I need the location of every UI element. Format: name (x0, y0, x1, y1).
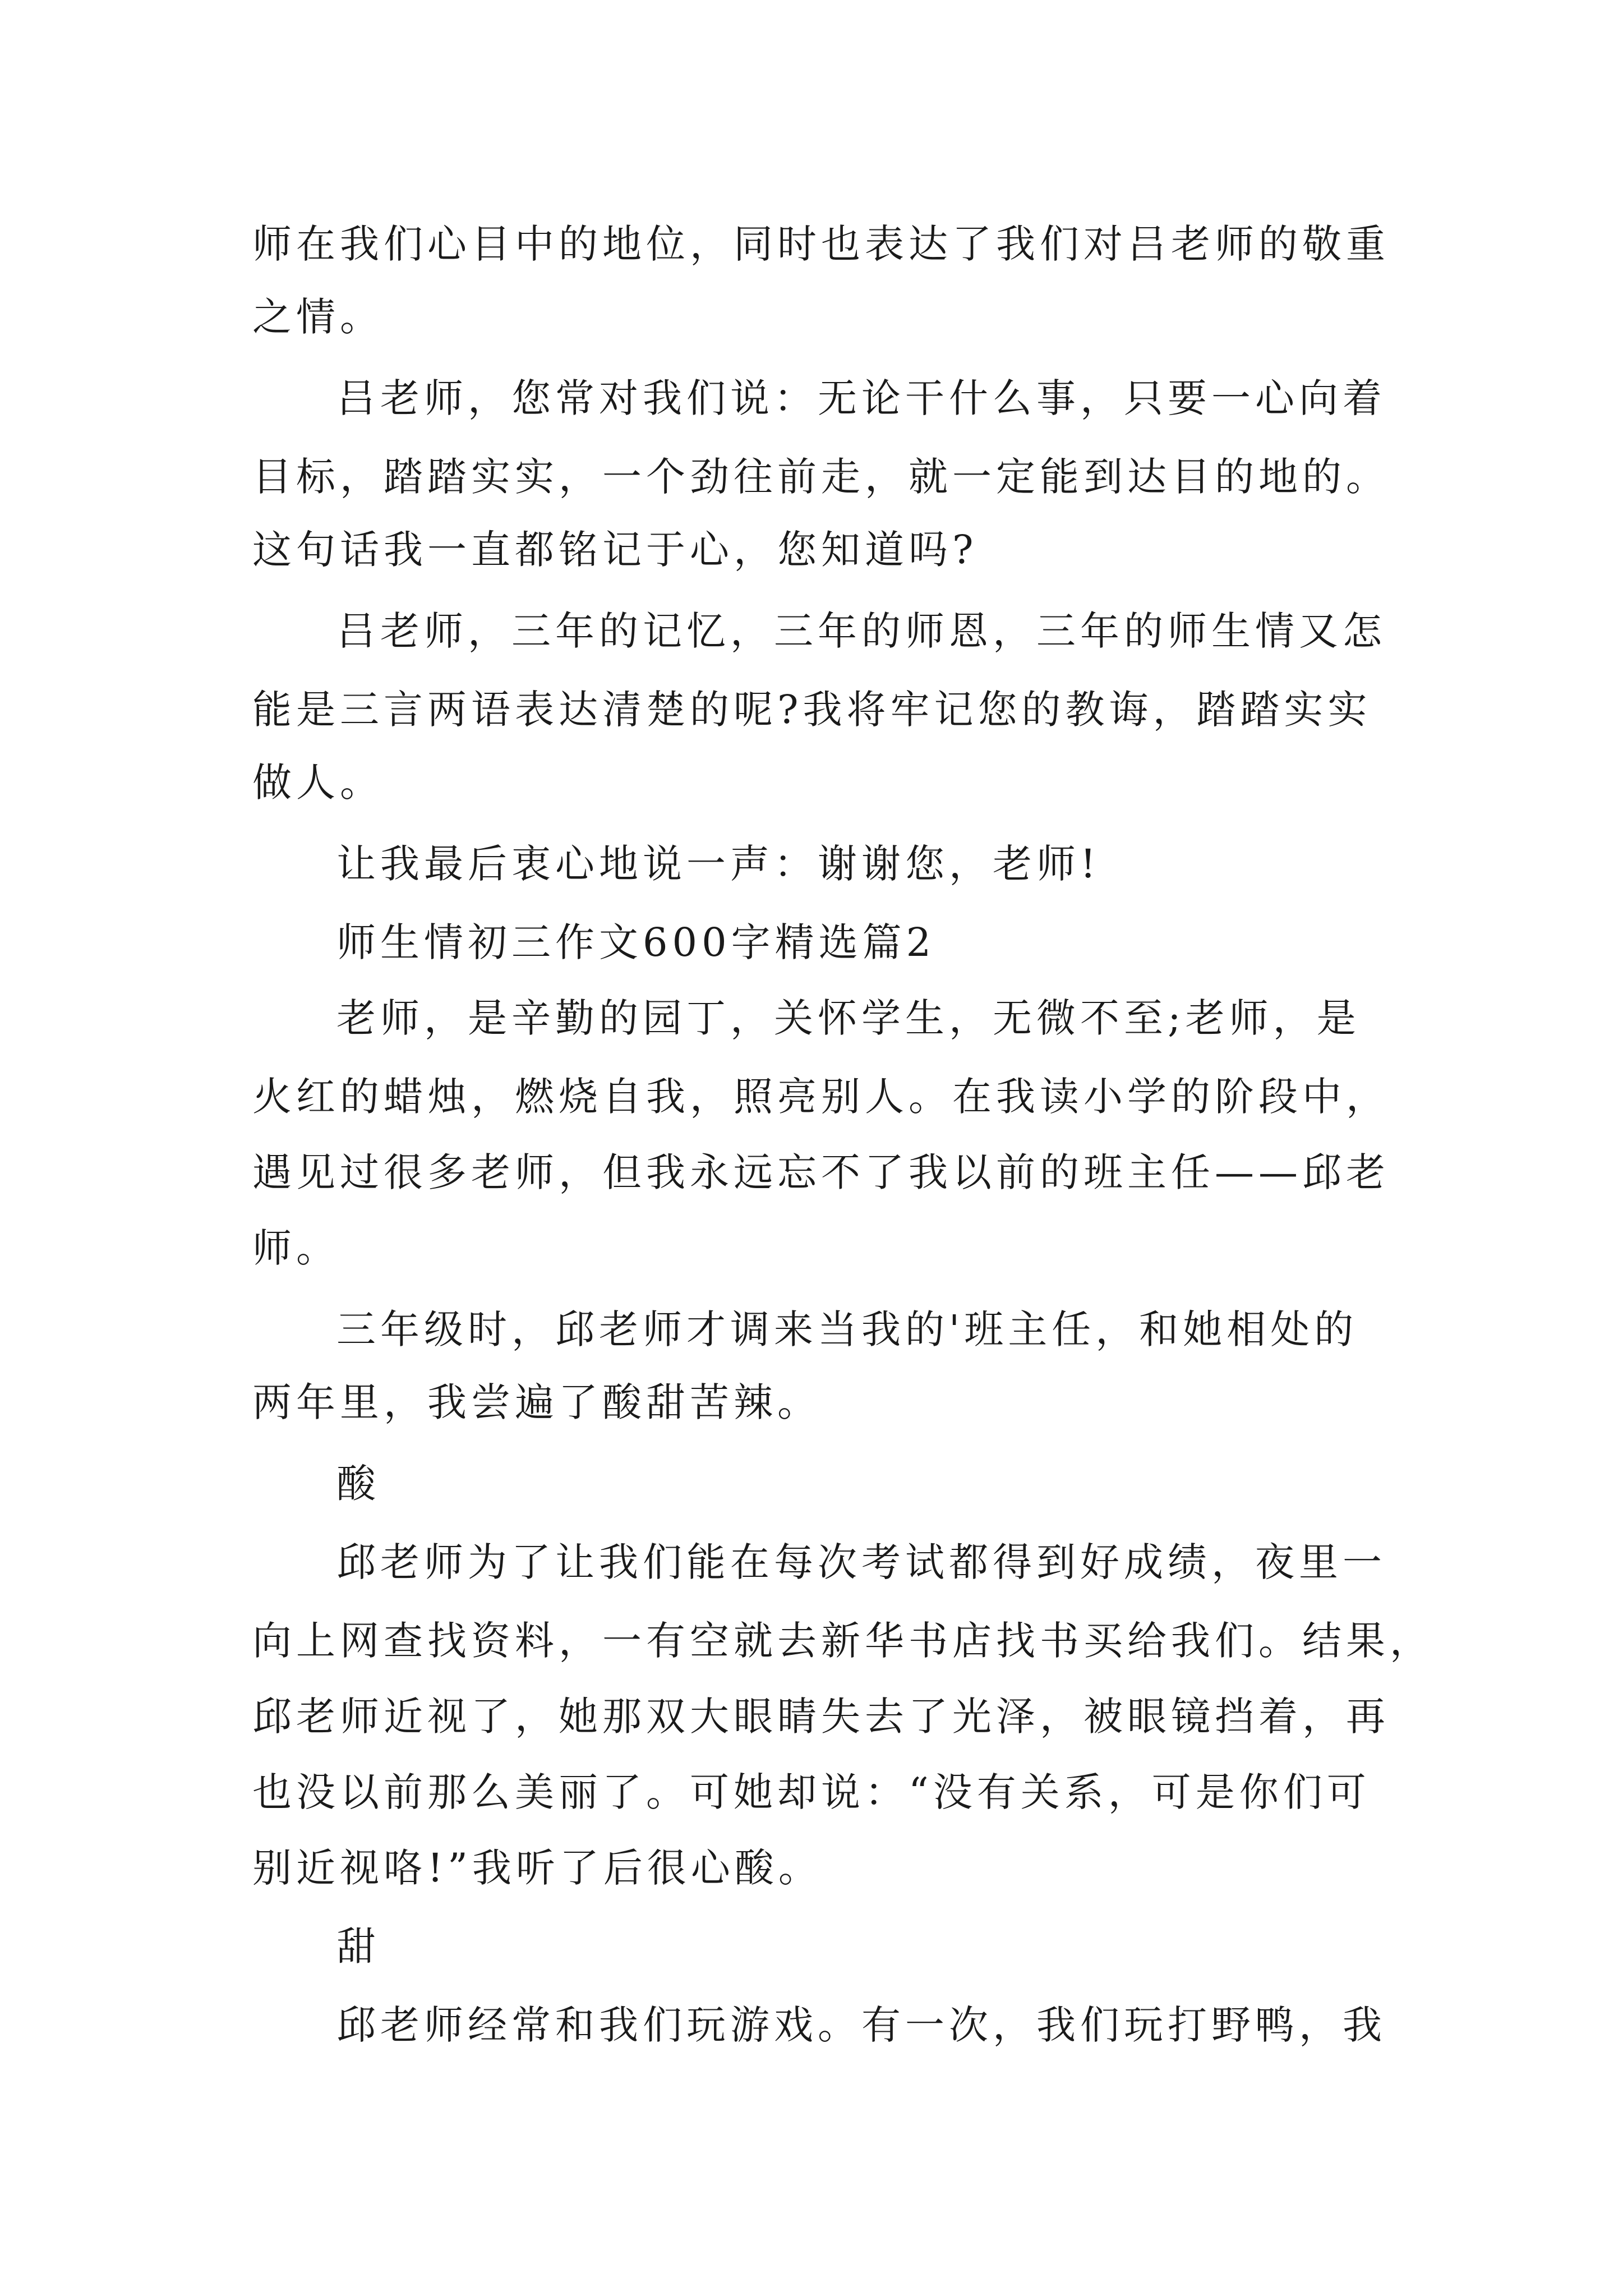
text-line: 做人。 (252, 760, 384, 806)
text-line: 之情。 (252, 294, 384, 340)
text-line: 遇见过很多老师，但我永远忘不了我以前的班主任——邱老 (252, 1149, 1390, 1195)
text-line: 向上网查找资料，一有空就去新华书店找书买给我们。结果， (252, 1618, 1433, 1664)
text-line: 让我最后衷心地说一声：谢谢您，老师! (336, 841, 1101, 887)
text-line: 吕老师，三年的记忆，三年的师恩，三年的师生情又怎 (336, 608, 1386, 654)
text-line: 这句话我一直都铭记于心，您知道吗? (252, 527, 978, 573)
section-heading: 师生情初三作文600字精选篇2 (336, 919, 936, 965)
text-line: 别近视咯!”我听了后很心酸。 (252, 1845, 822, 1891)
text-line: 邱老师经常和我们玩游戏。有一次，我们玩打野鸭，我 (336, 2002, 1386, 2048)
text-line: 目标，踏踏实实，一个劲往前走，就一定能到达目的地的。 (252, 454, 1390, 500)
text-line: 三年级时，邱老师才调来当我的'班主任，和她相处的 (336, 1306, 1358, 1352)
text-line: 也没以前那么美丽了。可她却说：“没有关系，可是你们可 (252, 1769, 1371, 1815)
text-line: 邱老师为了让我们能在每次考试都得到好成绩，夜里一 (336, 1539, 1386, 1585)
text-line: 师。 (252, 1225, 340, 1271)
subheading-sweet: 甜 (336, 1924, 380, 1970)
text-line: 能是三言两语表达清楚的呢?我将牢记您的教诲，踏踏实实 (252, 687, 1372, 733)
subheading-sour: 酸 (336, 1461, 380, 1507)
text-line: 邱老师近视了，她那双大眼睛失去了光泽，被眼镜挡着，再 (252, 1694, 1390, 1740)
text-line: 师在我们心目中的地位，同时也表达了我们对吕老师的敬重 (252, 221, 1390, 267)
text-line: 两年里，我尝遍了酸甜苦辣。 (252, 1379, 821, 1425)
text-line: 火红的蜡烛，燃烧自我，照亮别人。在我读小学的阶段中， (252, 1074, 1390, 1120)
text-line: 老师，是辛勤的园丁，关怀学生，无微不至;老师，是 (336, 995, 1361, 1041)
text-line: 吕老师，您常对我们说：无论干什么事，只要一心向着 (336, 375, 1386, 421)
